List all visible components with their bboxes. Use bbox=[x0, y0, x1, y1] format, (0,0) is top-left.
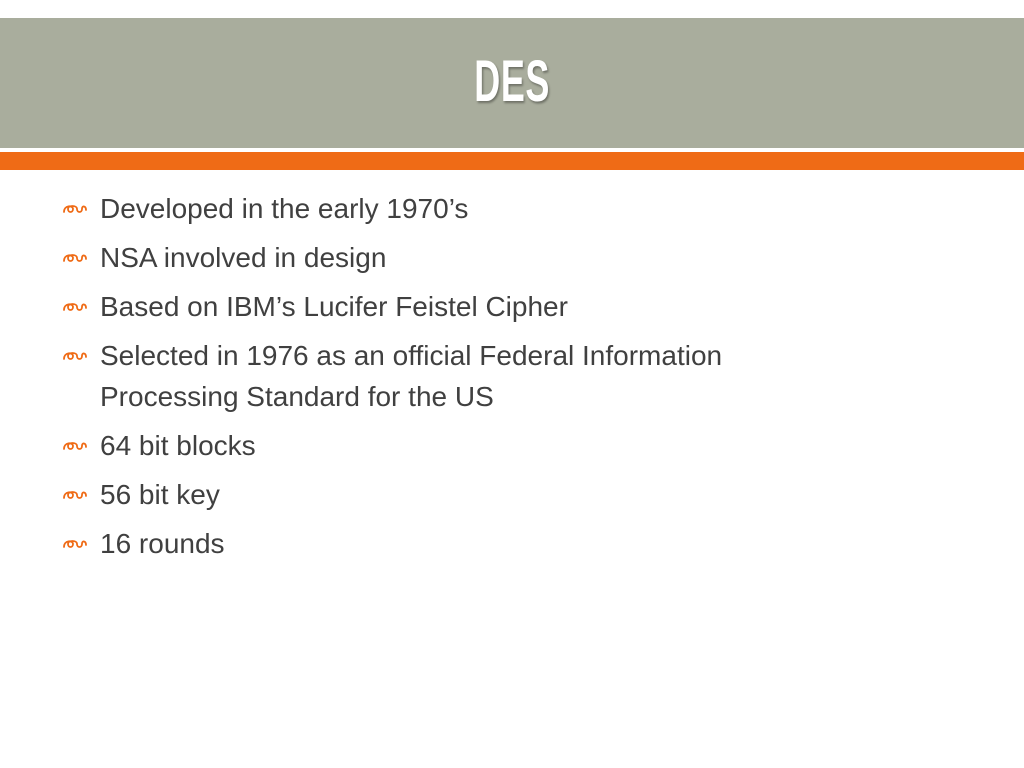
bullet-item bbox=[62, 188, 962, 229]
slide-title: DES bbox=[474, 48, 550, 114]
bullet-text: 56 bit key bbox=[100, 479, 220, 510]
bullet-item bbox=[62, 286, 962, 327]
swirl-bullet-icon bbox=[62, 335, 100, 376]
bullet-text: 16 rounds bbox=[100, 528, 225, 559]
swirl-bullet-icon bbox=[62, 286, 100, 327]
bullet-list bbox=[62, 188, 962, 572]
title-band bbox=[0, 18, 1024, 148]
swirl-bullet-icon bbox=[62, 237, 100, 278]
bullet-item bbox=[62, 425, 962, 466]
swirl-bullet-icon bbox=[62, 474, 100, 515]
bullet-item bbox=[62, 523, 962, 564]
bullet-text: Based on IBM’s Lucifer Feistel Cipher bbox=[100, 291, 568, 322]
bullet-text: Developed in the early 1970’s bbox=[100, 193, 469, 224]
swirl-bullet-icon bbox=[62, 188, 100, 229]
bullet-item bbox=[62, 474, 962, 515]
bullet-item bbox=[62, 335, 962, 417]
bullet-item bbox=[62, 237, 962, 278]
swirl-bullet-icon bbox=[62, 425, 100, 466]
bullet-text: NSA involved in design bbox=[100, 242, 387, 273]
bullet-text: 64 bit blocks bbox=[100, 430, 256, 461]
accent-bar bbox=[0, 152, 1024, 170]
swirl-bullet-icon bbox=[62, 523, 100, 564]
bullet-text: Selected in 1976 as an official Federal Information Processing Standard for the US bbox=[100, 340, 723, 412]
